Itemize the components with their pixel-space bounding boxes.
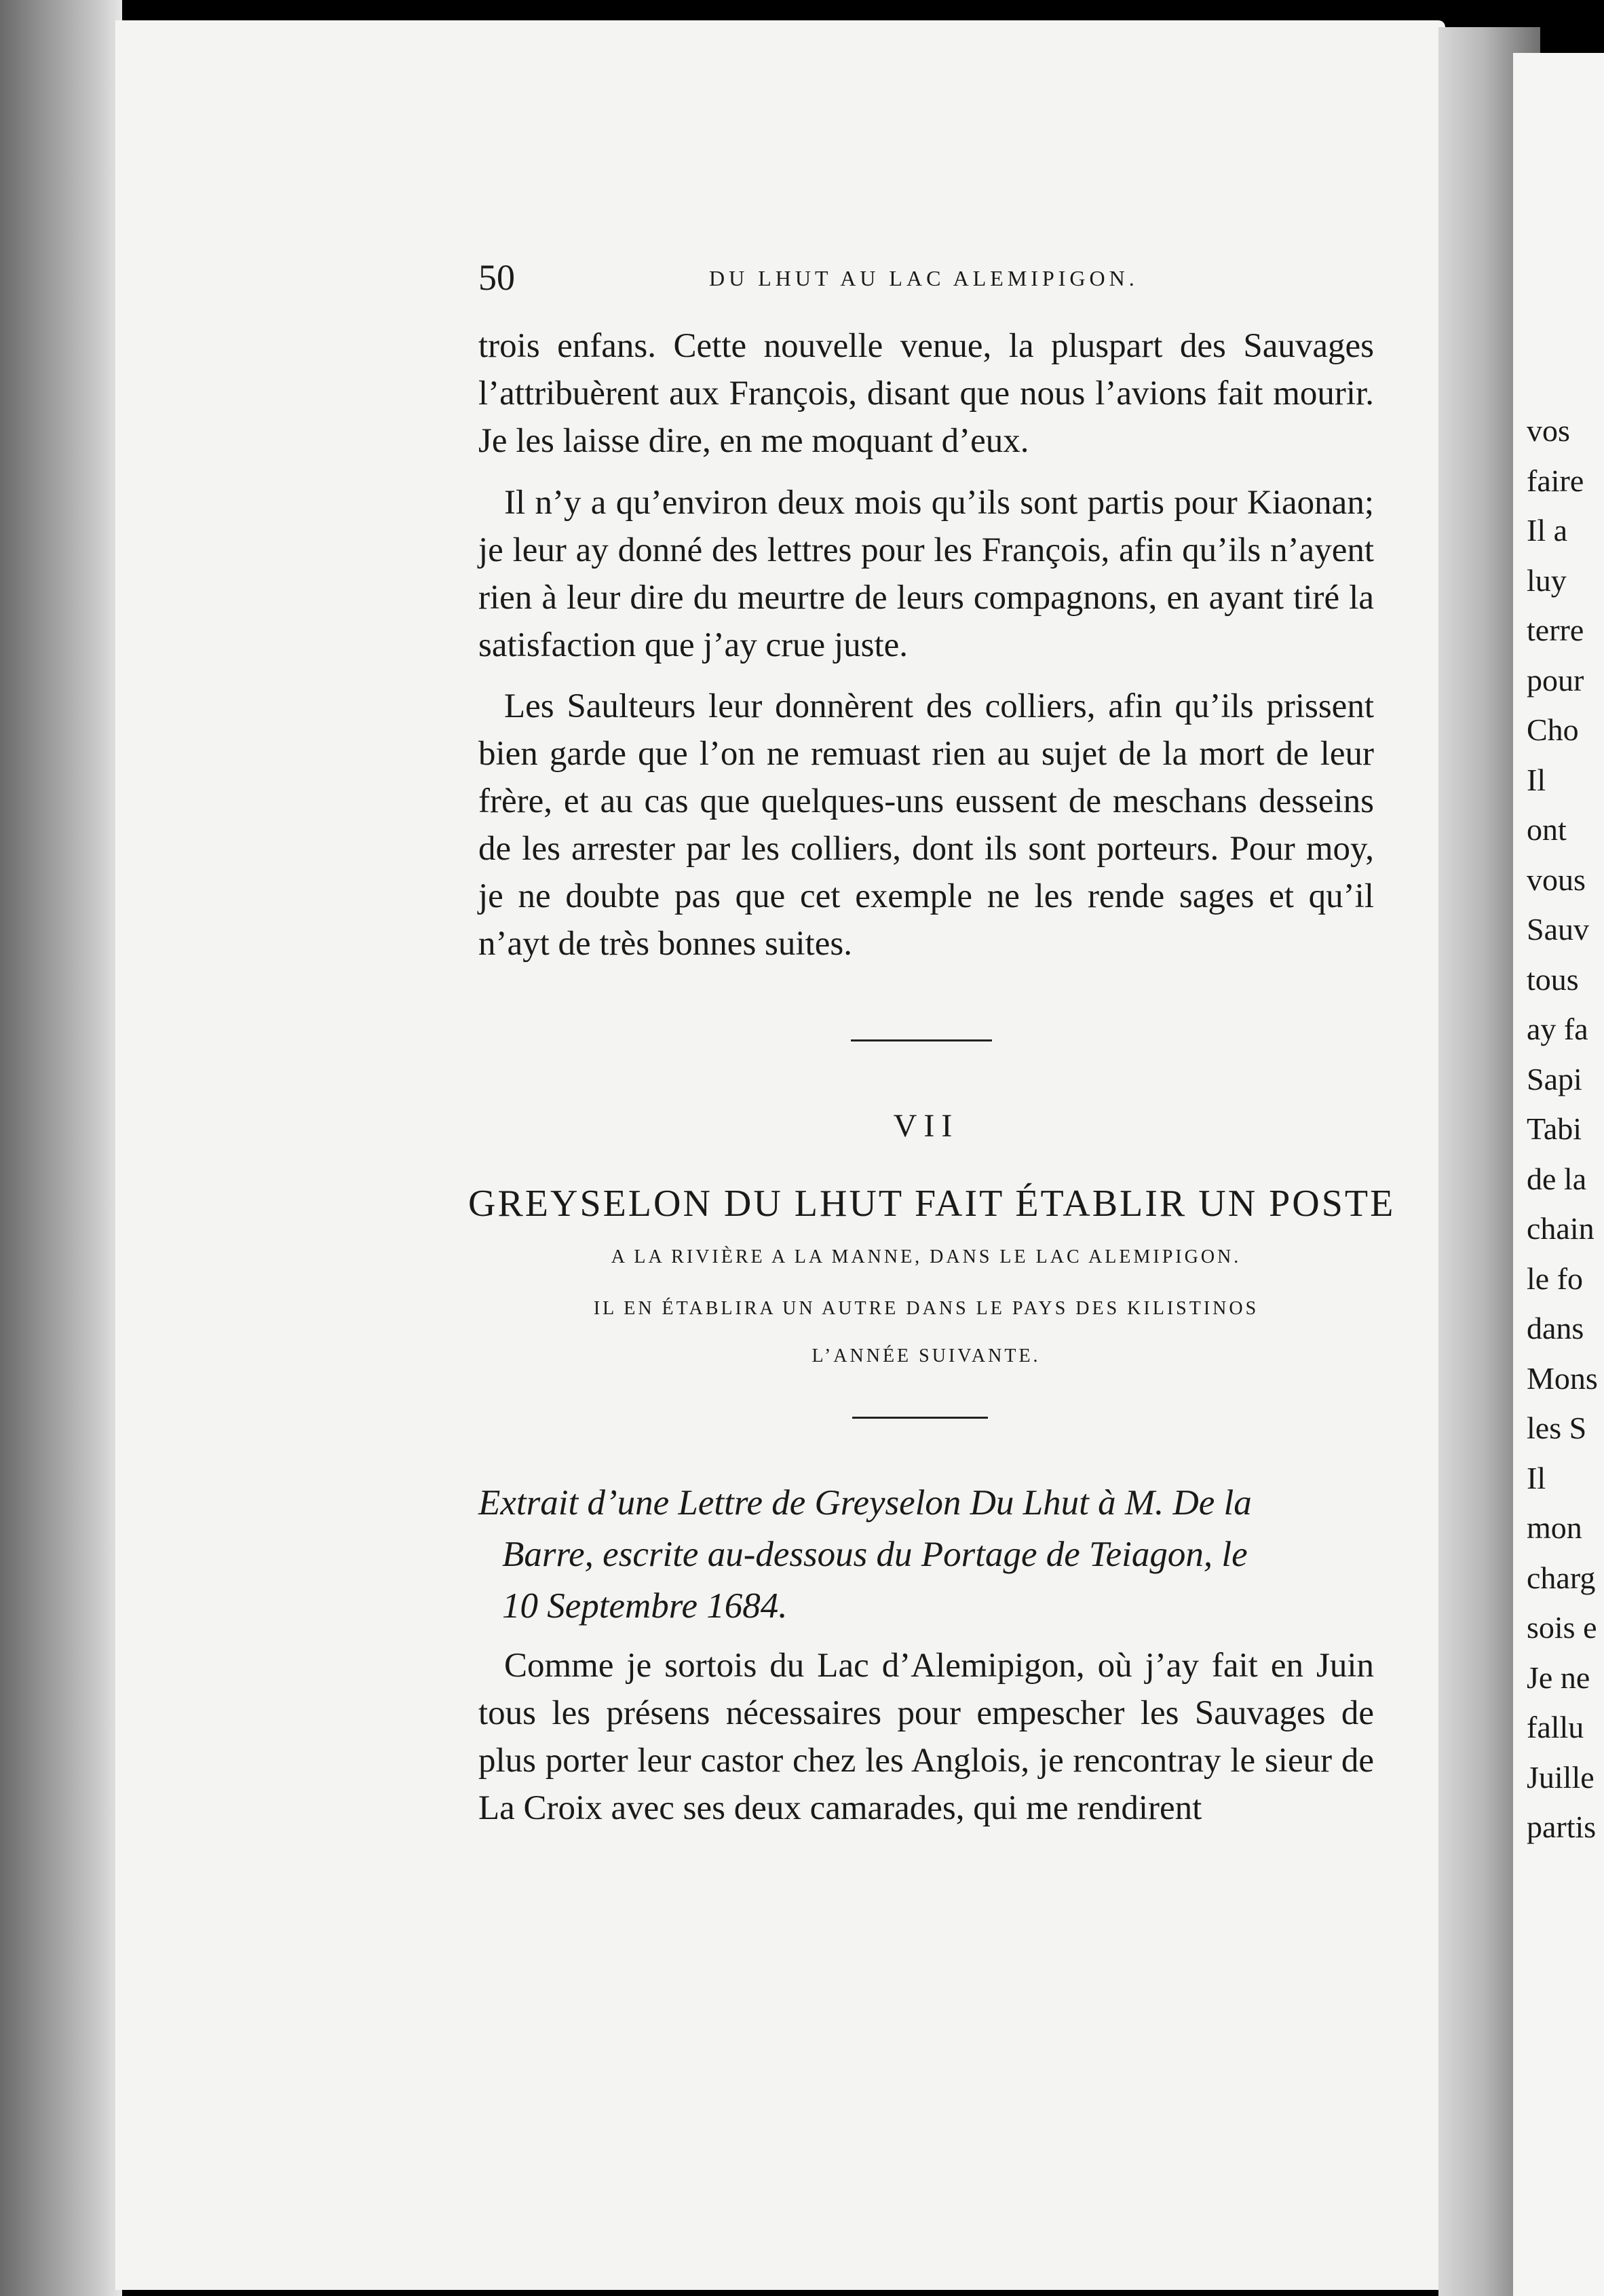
section-subtitle-line: IL EN ÉTABLIRA UN AUTRE DANS LE PAYS DES KILISTINOS bbox=[593, 1298, 1259, 1319]
facing-line: luy bbox=[1527, 562, 1567, 598]
facing-line: dans bbox=[1527, 1311, 1584, 1345]
facing-line: partis bbox=[1527, 1810, 1597, 1844]
facing-line: vos bbox=[1527, 413, 1570, 448]
facing-line: ay fa bbox=[1527, 1012, 1588, 1046]
section-subtitle-line: A LA RIVIÈRE A LA MANNE, DANS LE LAC ALEMIPIGON. bbox=[611, 1246, 1242, 1267]
extract-line: Extrait d’une Lettre de Greyselon Du Lhut à M. De la bbox=[478, 1483, 1252, 1523]
facing-page-text bbox=[1527, 406, 1598, 1852]
facing-line: Il a bbox=[1527, 513, 1568, 548]
facing-line: Il bbox=[1527, 1460, 1546, 1495]
letter-extract-heading bbox=[478, 1477, 1374, 1632]
section-numeral: VII bbox=[893, 1108, 959, 1144]
extract-line: 10 Septembre 1684. bbox=[502, 1586, 788, 1626]
extract-line: Barre, escrite au-dessous du Portage de Teiagon, le bbox=[502, 1535, 1248, 1574]
facing-line: Je ne bbox=[1527, 1660, 1590, 1695]
facing-line: faire bbox=[1527, 463, 1584, 498]
section-title: GREYSELON DU LHUT FAIT ÉTABLIR UN POSTE bbox=[468, 1183, 1396, 1225]
facing-line: Cho bbox=[1527, 712, 1579, 747]
facing-line: ont bbox=[1527, 812, 1567, 847]
section-divider bbox=[852, 1417, 988, 1419]
facing-line: sois e bbox=[1527, 1610, 1597, 1645]
section-subtitle-line: L’ANNÉE SUIVANTE. bbox=[811, 1345, 1041, 1366]
page-header bbox=[478, 256, 1374, 297]
letter-paragraph: Comme je sortois du Lac d’Alemipigon, où j’ay fait en Juin tous les présens nécessaires pour empescher les Sauvages de plus porter leur castor chez les Anglois, je rencontray le sieur de La Croix avec ses deux camarades, qui me rendirent bbox=[478, 1647, 1374, 1827]
facing-line: pour bbox=[1527, 662, 1584, 697]
facing-line: Il bbox=[1527, 762, 1546, 797]
page-number: 50 bbox=[478, 257, 515, 298]
facing-line: Mons bbox=[1527, 1360, 1598, 1396]
section-divider bbox=[851, 1039, 992, 1041]
facing-line: chain bbox=[1527, 1211, 1595, 1246]
facing-line: les S bbox=[1527, 1411, 1587, 1445]
binding-edge bbox=[0, 0, 122, 2296]
facing-page bbox=[1513, 53, 1604, 2296]
running-head: DU LHUT AU LAC ALEMIPIGON. bbox=[709, 266, 1139, 290]
facing-line: tous bbox=[1527, 961, 1579, 997]
paragraph: trois enfans. Cette nouvelle venue, la pluspart des Sauvages l’attribuèrent aux François, disant que nous l’avions fait mourir. Je les laisse dire, en me moquant d’eux. bbox=[478, 327, 1374, 460]
facing-line: de la bbox=[1527, 1161, 1587, 1196]
facing-line: vous bbox=[1527, 862, 1586, 897]
facing-line: le fo bbox=[1527, 1261, 1584, 1296]
paragraph: Il n’y a qu’environ deux mois qu’ils sont partis pour Kiaonan; je leur ay donné des lettres pour les François, afin qu’ils n’ayent rien à leur dire du meurtre de leurs compagnons, en ayant tiré la satisfaction que j’ay crue juste. bbox=[478, 484, 1374, 664]
facing-line: terre bbox=[1527, 613, 1584, 647]
facing-line: Sauv bbox=[1527, 912, 1589, 946]
facing-line: Tabi bbox=[1527, 1111, 1582, 1146]
facing-line: charg bbox=[1527, 1560, 1596, 1595]
paragraph: Les Saulteurs leur donnèrent des colliers, afin qu’ils prissent bien garde que l’on ne remuast rien au sujet de la mort de leur frère, et au cas que quelques-uns eussent de meschans desseins de les arrester par les colliers, dont ils sont porteurs. Pour moy, je ne doubte pas que cet exemple ne les rende sages et qu’il n’ayt de très bonnes suites. bbox=[478, 687, 1374, 963]
facing-line: mon bbox=[1527, 1510, 1582, 1545]
facing-line: fallu bbox=[1527, 1710, 1584, 1744]
facing-line: Juille bbox=[1527, 1759, 1595, 1795]
facing-line: Sapi bbox=[1527, 1061, 1582, 1096]
